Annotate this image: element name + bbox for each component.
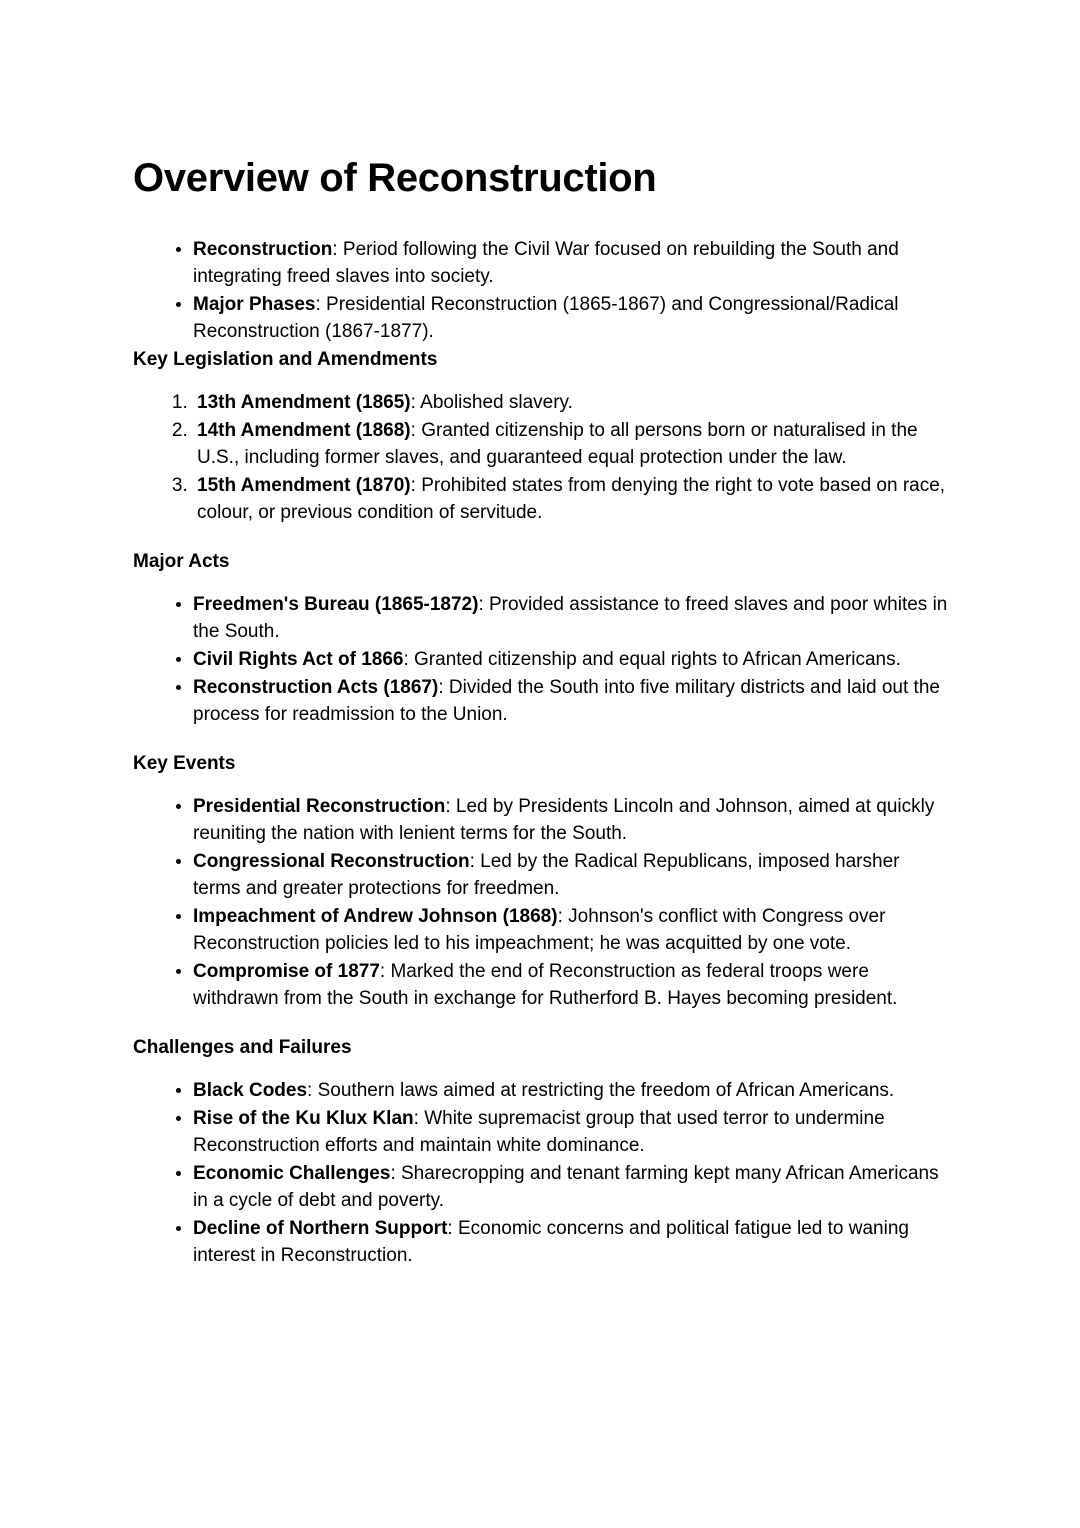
list-item-text: : Southern laws aimed at restricting the freedom of African Americans. [307,1080,895,1102]
list-item [193,1105,950,1159]
bullet-list [133,793,950,1012]
section-heading: Challenges and Failures [133,1037,352,1059]
list-item [193,236,950,290]
list-item [193,417,950,471]
list-item-lead: Impeachment of Andrew Johnson (1868) [193,906,558,928]
list-item-lead: Civil Rights Act of 1866 [193,649,404,671]
list-item-lead: 15th Amendment (1870) [197,475,411,497]
bullet-list [133,1077,950,1269]
list-item-lead: Presidential Reconstruction [193,796,446,818]
list-item [193,1077,950,1104]
section-challenges-and-failures [133,1034,950,1269]
list-item-text: : Period following the Civil War focused on rebuilding the South and integrating freed slaves into society. [193,239,899,288]
list-item-text: : Led by the Radical Republicans, imposed harsher terms and greater protections for freedmen. [193,851,900,900]
list-item-lead: Black Codes [193,1080,308,1102]
list-item [193,291,950,345]
section-heading: Key Events [133,753,236,775]
section-heading: Major Acts [133,551,230,573]
list-item-lead: 13th Amendment (1865) [197,392,411,414]
section-key-events [133,750,950,1012]
list-item-text: : Prohibited states from denying the right to vote based on race, colour, or previous condition of servitude. [197,475,946,524]
list-item-lead: Freedmen's Bureau (1865-1872) [193,594,479,616]
list-item-lead: Decline of Northern Support [193,1218,448,1240]
list-item-lead: Compromise of 1877 [193,961,380,983]
list-item [193,903,950,957]
list-item-lead: Reconstruction [193,239,333,261]
list-item [193,793,950,847]
list-item-text: : Presidential Reconstruction (1865-1867) and Congressional/Radical Reconstruction (1867-1877). [193,294,899,343]
list-item [193,1160,950,1214]
list-item-lead: 14th Amendment (1868) [197,420,411,442]
page-title: Overview of Reconstruction [133,156,657,200]
list-item-text: : Sharecropping and tenant farming kept many African Americans in a cycle of debt and poverty. [193,1163,939,1212]
list-item-text: : Divided the South into five military districts and laid out the process for readmission to the Union. [193,677,940,726]
list-item-lead: Reconstruction Acts (1867) [193,677,439,699]
list-item [193,646,950,673]
intro-bullet-list [133,236,950,345]
bullet-list [133,591,950,728]
list-item-text: : Granted citizenship and equal rights to African Americans. [403,649,901,671]
list-item-lead: Rise of the Ku Klux Klan [193,1108,414,1130]
list-item [193,958,950,1012]
list-item-text: : Economic concerns and political fatigue led to waning interest in Reconstruction. [193,1218,909,1267]
list-item [193,389,950,416]
list-item [193,848,950,902]
list-item-text: : Granted citizenship to all persons born or naturalised in the U.S., including former slaves, and guaranteed equal protection under the law. [197,420,918,469]
list-item [193,674,950,728]
list-item-lead: Major Phases [193,294,316,316]
list-item-lead: Congressional Reconstruction [193,851,470,873]
section-key-legislation [133,346,950,526]
ordered-list [133,389,950,526]
list-item-lead: Economic Challenges [193,1163,391,1185]
list-item [193,1215,950,1269]
list-item-text: : Led by Presidents Lincoln and Johnson, aimed at quickly reuniting the nation with lenient terms for the South. [193,796,935,845]
list-item [193,472,950,526]
list-item-text: : White supremacist group that used terror to undermine Reconstruction efforts and maintain white dominance. [193,1108,885,1157]
list-item-text: : Provided assistance to freed slaves and poor whites in the South. [193,594,948,643]
section-major-acts [133,548,950,728]
list-item-text: : Abolished slavery. [410,392,573,414]
section-heading: Key Legislation and Amendments [133,349,438,371]
list-item-text: : Johnson's conflict with Congress over Reconstruction policies led to his impeachment; he was acquitted by one vote. [193,906,886,955]
list-item [193,591,950,645]
list-item-text: : Marked the end of Reconstruction as federal troops were withdrawn from the South in exchange for Rutherford B. Hayes becoming president. [193,961,898,1010]
